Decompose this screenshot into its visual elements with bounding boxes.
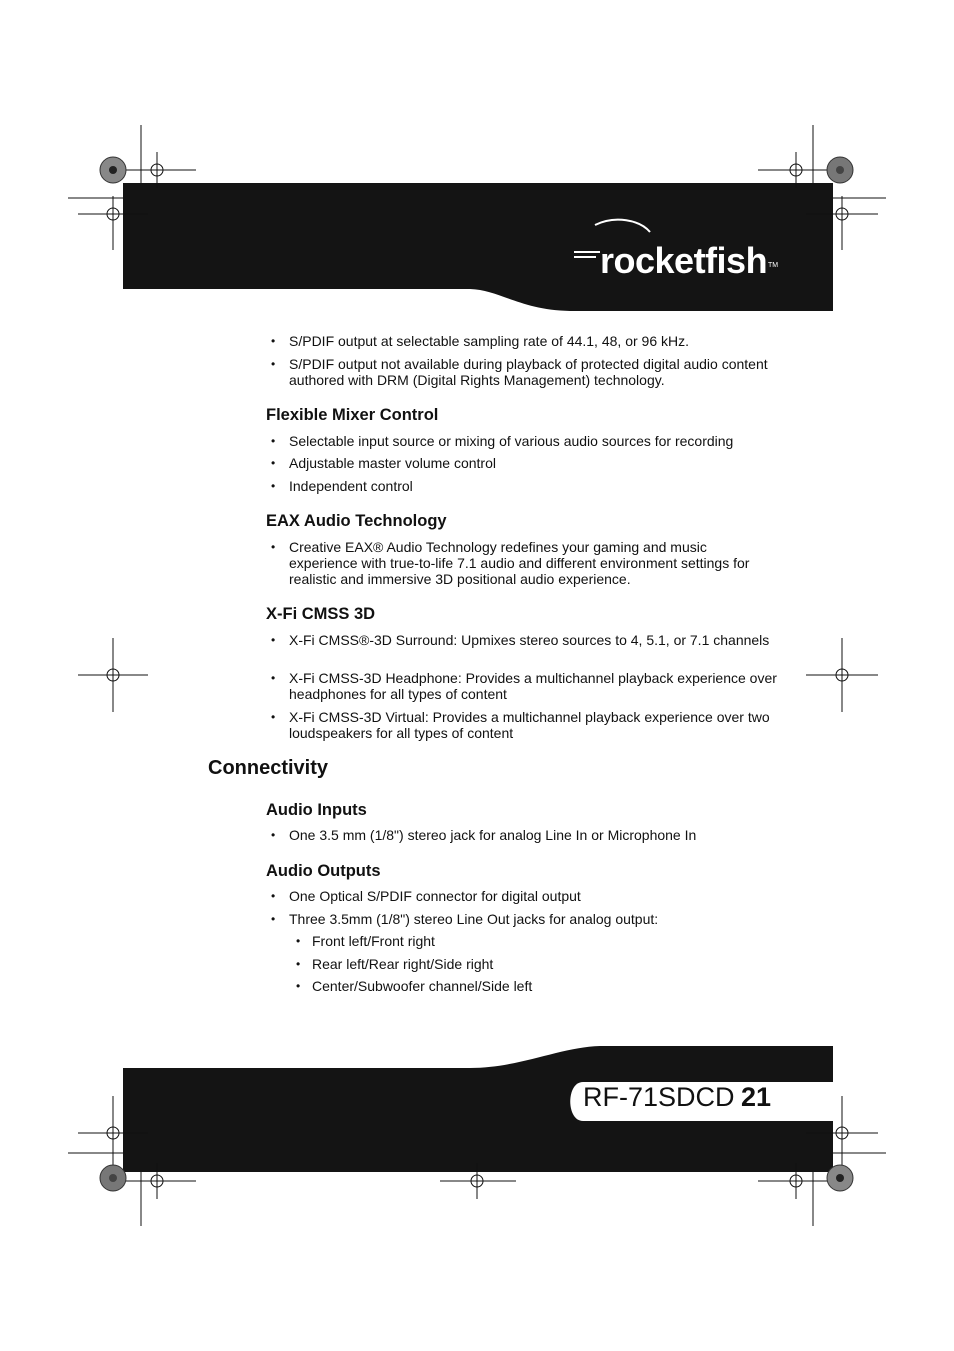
section-heading-xfi: X-Fi CMSS 3D — [266, 605, 376, 623]
list-item: • Selectable input source or mixing of various audio sources for recording — [271, 433, 734, 449]
sub-list-item: • Center/Subwoofer channel/Side left — [296, 978, 533, 994]
list-item: • X-Fi CMSS-3D Virtual: Provides a multichannel playback experience over two loudspeakers for all types of content — [271, 709, 770, 741]
list-item: • X-Fi CMSS-3D Headphone: Provides a multichannel playback experience over headphones for all types of content — [271, 670, 777, 702]
list-item: • Independent control — [271, 478, 413, 494]
page-number: 21 — [741, 1082, 772, 1112]
section-heading-audio-outputs: Audio Outputs — [266, 862, 381, 880]
list-item: • Creative EAX® Audio Technology redefines your gaming and music experience with true-to-life 7.1 audio and different environment settings for realistic and immersive 3D positional audio experience. — [271, 539, 750, 587]
section-heading-eax: EAX Audio Technology — [266, 512, 447, 530]
list-item: • Three 3.5mm (1/8") stereo Line Out jacks for analog output: — [271, 911, 659, 927]
section-heading-flexible-mixer: Flexible Mixer Control — [266, 406, 439, 424]
list-item: • One Optical S/PDIF connector for digital output — [271, 888, 581, 904]
section-heading-connectivity: Connectivity — [208, 757, 329, 779]
list-item: • S/PDIF output not available during playback of protected digital audio content authored with DRM (Digital Rights Management) technology. — [271, 356, 768, 388]
sub-list-item: • Front left/Front right — [296, 933, 435, 949]
footer-model-number: RF-71SDCD — [583, 1082, 735, 1112]
section-heading-audio-inputs: Audio Inputs — [266, 801, 367, 819]
sub-list-item: • Rear left/Rear right/Side right — [296, 956, 494, 972]
list-item: • Adjustable master volume control — [271, 455, 496, 471]
list-item: • S/PDIF output at selectable sampling rate of 44.1, 48, or 96 kHz. — [271, 333, 689, 349]
list-item: • X-Fi CMSS®-3D Surround: Upmixes stereo sources to 4, 5.1, or 7.1 channels — [271, 632, 770, 648]
logo-wordmark: rocketfish — [600, 240, 768, 281]
trademark-mark: TM — [768, 262, 779, 269]
list-item: • One 3.5 mm (1/8") stereo jack for analog Line In or Microphone In — [271, 827, 697, 843]
